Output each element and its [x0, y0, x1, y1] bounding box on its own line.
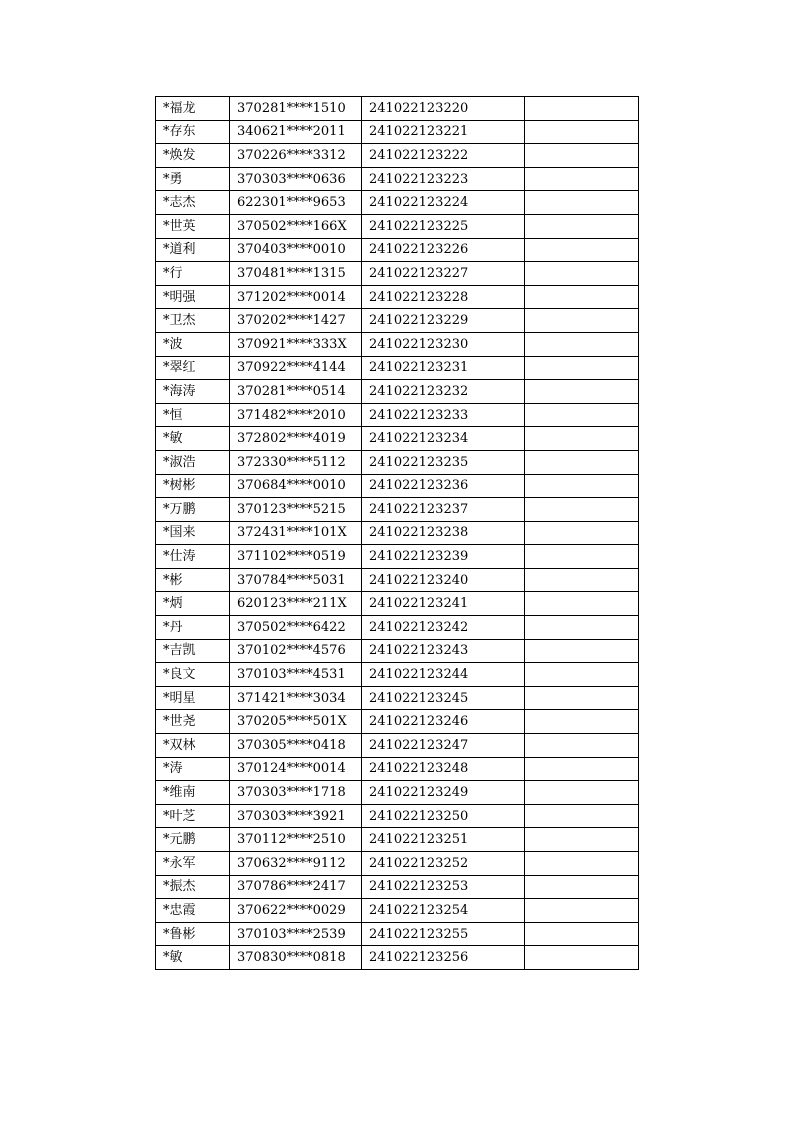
record-number-cell: 241022123242 [362, 616, 525, 640]
note-cell [525, 922, 639, 946]
record-number-cell: 241022123221 [362, 120, 525, 144]
table-row [156, 804, 639, 828]
id-number-cell: 622301****9653 [230, 191, 362, 215]
id-number-cell: 370481****1315 [230, 262, 362, 286]
name-cell: *双林 [156, 734, 230, 758]
id-number-cell: 372802****4019 [230, 427, 362, 451]
note-cell [525, 875, 639, 899]
name-cell: *元鹏 [156, 828, 230, 852]
record-number-cell: 241022123254 [362, 899, 525, 923]
note-cell [525, 191, 639, 215]
id-number-cell: 370921****333X [230, 332, 362, 356]
note-cell [525, 828, 639, 852]
table-row [156, 498, 639, 522]
note-cell [525, 899, 639, 923]
note-cell [525, 498, 639, 522]
name-cell: *鲁彬 [156, 922, 230, 946]
note-cell [525, 804, 639, 828]
record-number-cell: 241022123227 [362, 262, 525, 286]
record-number-cell: 241022123222 [362, 144, 525, 168]
name-cell: *维南 [156, 781, 230, 805]
id-number-cell: 370403****0010 [230, 238, 362, 262]
name-cell: *志杰 [156, 191, 230, 215]
table-row [156, 120, 639, 144]
note-cell [525, 852, 639, 876]
note-cell [525, 450, 639, 474]
id-number-cell: 620123****211X [230, 592, 362, 616]
name-cell: *翠红 [156, 356, 230, 380]
table-row [156, 875, 639, 899]
record-number-cell: 241022123220 [362, 97, 525, 121]
record-number-cell: 241022123251 [362, 828, 525, 852]
table-row [156, 686, 639, 710]
record-number-cell: 241022123235 [362, 450, 525, 474]
name-cell: *卫杰 [156, 309, 230, 333]
id-number-cell: 370123****5215 [230, 498, 362, 522]
note-cell [525, 427, 639, 451]
name-cell: *波 [156, 332, 230, 356]
id-number-cell: 370226****3312 [230, 144, 362, 168]
id-number-cell: 371202****0014 [230, 285, 362, 309]
note-cell [525, 710, 639, 734]
table-row [156, 427, 639, 451]
name-cell: *仕涛 [156, 545, 230, 569]
note-cell [525, 309, 639, 333]
name-cell: *涛 [156, 757, 230, 781]
table-row [156, 757, 639, 781]
note-cell [525, 639, 639, 663]
record-number-cell: 241022123248 [362, 757, 525, 781]
name-cell: *敏 [156, 946, 230, 970]
note-cell [525, 356, 639, 380]
record-number-cell: 241022123252 [362, 852, 525, 876]
note-cell [525, 167, 639, 191]
note-cell [525, 144, 639, 168]
name-cell: *良文 [156, 663, 230, 687]
name-cell: *丹 [156, 616, 230, 640]
name-cell: *国来 [156, 521, 230, 545]
table-row [156, 568, 639, 592]
name-cell: *树彬 [156, 474, 230, 498]
name-cell: *永军 [156, 852, 230, 876]
table-row [156, 238, 639, 262]
table-row [156, 167, 639, 191]
name-cell: *炳 [156, 592, 230, 616]
id-number-cell: 370632****9112 [230, 852, 362, 876]
records-table [155, 96, 639, 970]
table-row [156, 144, 639, 168]
table-row [156, 781, 639, 805]
note-cell [525, 120, 639, 144]
record-number-cell: 241022123229 [362, 309, 525, 333]
name-cell: *万鹏 [156, 498, 230, 522]
id-number-cell: 340621****2011 [230, 120, 362, 144]
note-cell [525, 332, 639, 356]
note-cell [525, 474, 639, 498]
table-row [156, 946, 639, 970]
table-row [156, 356, 639, 380]
table-row [156, 710, 639, 734]
table-row [156, 592, 639, 616]
record-number-cell: 241022123238 [362, 521, 525, 545]
record-number-cell: 241022123240 [362, 568, 525, 592]
record-number-cell: 241022123226 [362, 238, 525, 262]
record-number-cell: 241022123232 [362, 380, 525, 404]
id-number-cell: 370502****166X [230, 214, 362, 238]
note-cell [525, 592, 639, 616]
id-number-cell: 370305****0418 [230, 734, 362, 758]
record-number-cell: 241022123230 [362, 332, 525, 356]
table-row [156, 545, 639, 569]
name-cell: *振杰 [156, 875, 230, 899]
note-cell [525, 97, 639, 121]
name-cell: *敏 [156, 427, 230, 451]
id-number-cell: 370922****4144 [230, 356, 362, 380]
note-cell [525, 262, 639, 286]
id-number-cell: 370281****1510 [230, 97, 362, 121]
record-number-cell: 241022123225 [362, 214, 525, 238]
id-number-cell: 370830****0818 [230, 946, 362, 970]
note-cell [525, 521, 639, 545]
table-row [156, 191, 639, 215]
record-number-cell: 241022123243 [362, 639, 525, 663]
note-cell [525, 380, 639, 404]
id-number-cell: 370684****0010 [230, 474, 362, 498]
record-number-cell: 241022123237 [362, 498, 525, 522]
id-number-cell: 370303****1718 [230, 781, 362, 805]
id-number-cell: 370124****0014 [230, 757, 362, 781]
table-row [156, 474, 639, 498]
name-cell: *明强 [156, 285, 230, 309]
table-row [156, 380, 639, 404]
record-number-cell: 241022123244 [362, 663, 525, 687]
name-cell: *道利 [156, 238, 230, 262]
id-number-cell: 370202****1427 [230, 309, 362, 333]
record-number-cell: 241022123234 [362, 427, 525, 451]
note-cell [525, 781, 639, 805]
id-number-cell: 372431****101X [230, 521, 362, 545]
table-row [156, 332, 639, 356]
record-number-cell: 241022123223 [362, 167, 525, 191]
note-cell [525, 214, 639, 238]
table-row [156, 828, 639, 852]
name-cell: *淑浩 [156, 450, 230, 474]
name-cell: *忠霞 [156, 899, 230, 923]
note-cell [525, 946, 639, 970]
id-number-cell: 370502****6422 [230, 616, 362, 640]
name-cell: *叶芝 [156, 804, 230, 828]
record-number-cell: 241022123245 [362, 686, 525, 710]
table-row [156, 450, 639, 474]
table-row [156, 262, 639, 286]
record-number-cell: 241022123228 [362, 285, 525, 309]
id-number-cell: 371102****0519 [230, 545, 362, 569]
name-cell: *焕发 [156, 144, 230, 168]
table-row [156, 852, 639, 876]
id-number-cell: 370303****3921 [230, 804, 362, 828]
name-cell: *世尧 [156, 710, 230, 734]
table-row [156, 616, 639, 640]
id-number-cell: 370112****2510 [230, 828, 362, 852]
record-number-cell: 241022123253 [362, 875, 525, 899]
note-cell [525, 663, 639, 687]
record-number-cell: 241022123256 [362, 946, 525, 970]
table-row [156, 639, 639, 663]
note-cell [525, 285, 639, 309]
id-number-cell: 370205****501X [230, 710, 362, 734]
note-cell [525, 757, 639, 781]
table-row [156, 922, 639, 946]
note-cell [525, 403, 639, 427]
record-number-cell: 241022123236 [362, 474, 525, 498]
note-cell [525, 616, 639, 640]
note-cell [525, 568, 639, 592]
id-number-cell: 370622****0029 [230, 899, 362, 923]
record-number-cell: 241022123246 [362, 710, 525, 734]
table-row [156, 899, 639, 923]
name-cell: *世英 [156, 214, 230, 238]
name-cell: *恒 [156, 403, 230, 427]
name-cell: *福龙 [156, 97, 230, 121]
record-number-cell: 241022123255 [362, 922, 525, 946]
id-number-cell: 371482****2010 [230, 403, 362, 427]
records-table-body [156, 97, 639, 970]
id-number-cell: 370784****5031 [230, 568, 362, 592]
name-cell: *吉凯 [156, 639, 230, 663]
table-row [156, 734, 639, 758]
id-number-cell: 372330****5112 [230, 450, 362, 474]
name-cell: *存东 [156, 120, 230, 144]
table-row [156, 285, 639, 309]
table-row [156, 97, 639, 121]
id-number-cell: 370103****2539 [230, 922, 362, 946]
record-number-cell: 241022123231 [362, 356, 525, 380]
record-number-cell: 241022123247 [362, 734, 525, 758]
note-cell [525, 545, 639, 569]
note-cell [525, 238, 639, 262]
record-number-cell: 241022123241 [362, 592, 525, 616]
id-number-cell: 370103****4531 [230, 663, 362, 687]
table-row [156, 309, 639, 333]
table-row [156, 663, 639, 687]
note-cell [525, 686, 639, 710]
record-number-cell: 241022123250 [362, 804, 525, 828]
record-number-cell: 241022123224 [362, 191, 525, 215]
record-number-cell: 241022123239 [362, 545, 525, 569]
name-cell: *海涛 [156, 380, 230, 404]
name-cell: *明星 [156, 686, 230, 710]
id-number-cell: 370281****0514 [230, 380, 362, 404]
name-cell: *彬 [156, 568, 230, 592]
name-cell: *勇 [156, 167, 230, 191]
table-row [156, 403, 639, 427]
table-row [156, 214, 639, 238]
id-number-cell: 371421****3034 [230, 686, 362, 710]
note-cell [525, 734, 639, 758]
record-number-cell: 241022123233 [362, 403, 525, 427]
record-number-cell: 241022123249 [362, 781, 525, 805]
id-number-cell: 370786****2417 [230, 875, 362, 899]
id-number-cell: 370303****0636 [230, 167, 362, 191]
table-row [156, 521, 639, 545]
id-number-cell: 370102****4576 [230, 639, 362, 663]
name-cell: *行 [156, 262, 230, 286]
